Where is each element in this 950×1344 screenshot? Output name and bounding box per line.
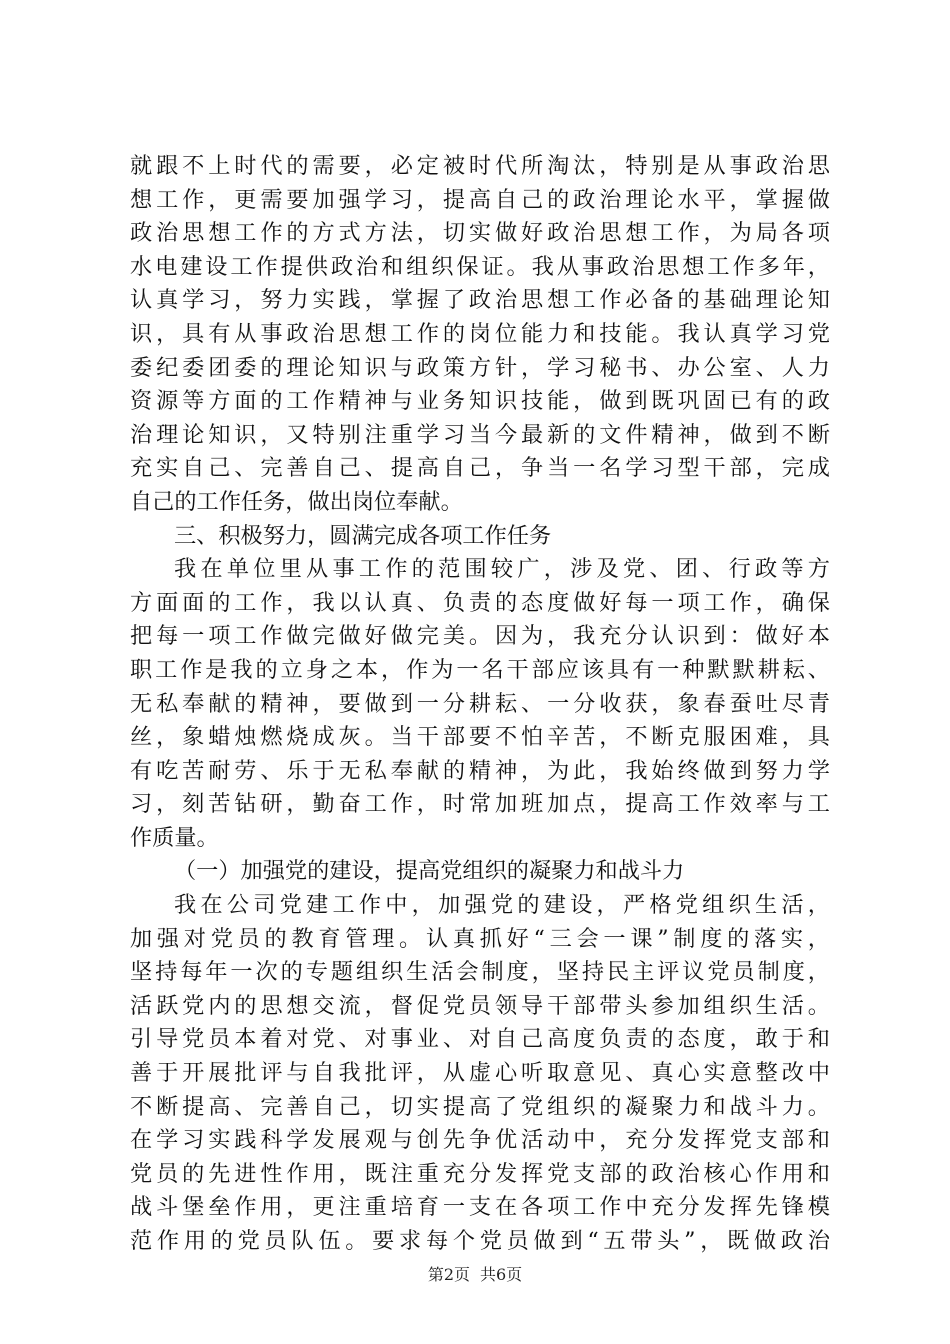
text-line: 作质量。 — [130, 824, 219, 851]
text-line: 有吃苦耐劳、乐于无私奉献的精神，为此，我始终做到努力学 — [130, 757, 830, 784]
text-line: 加强对党员的教育管理。认真抓好“三会一课”制度的落实， — [130, 925, 830, 952]
text-line: 自己的工作任务，做出岗位奉献。 — [130, 488, 463, 515]
text-line: 我在公司党建工作中，加强党的建设，严格党组织生活， — [174, 892, 830, 919]
text-line: 资源等方面的工作精神与业务知识技能，做到既巩固已有的政 — [130, 388, 830, 415]
text-line: 坚持每年一次的专题组织生活会制度，坚持民主评议党员制度， — [130, 959, 830, 986]
text-line: 范作用的党员队伍。要求每个党员做到“五带头”，既做政治 — [130, 1228, 830, 1254]
text-line: 识，具有从事政治思想工作的岗位能力和技能。我认真学习党 — [130, 320, 830, 347]
text-line: 在学习实践科学发展观与创先争优活动中，充分发挥党支部和 — [130, 1127, 830, 1154]
text-line: 方面面的工作，我以认真、负责的态度做好每一项工作，确保 — [130, 589, 830, 616]
text-line: 善于开展批评与自我批评，从虚心听取意见、真心实意整改中 — [130, 1060, 830, 1087]
text-line: 党员的先进性作用，既注重充分发挥党支部的政治核心作用和 — [130, 1160, 830, 1187]
text-line: 无私奉献的精神，要做到一分耕耘、一分收获，象春蚕吐尽青 — [130, 690, 830, 717]
text-line: 丝，象蜡烛燃烧成灰。当干部要不怕辛苦，不断克服困难，具 — [130, 724, 830, 751]
page-total: 共6页 — [480, 1265, 523, 1284]
text-line: 职工作是我的立身之本，作为一名干部应该具有一种默默耕耘、 — [130, 656, 830, 683]
text-line: 我在单位里从事工作的范围较广，涉及党、团、行政等方 — [174, 556, 830, 583]
page-footer — [0, 1265, 950, 1285]
text-line: 习，刻苦钻研，勤奋工作，时常加班加点，提高工作效率与工 — [130, 791, 830, 818]
text-line: 水电建设工作提供政治和组织保证。我从事政治思想工作多年， — [130, 253, 830, 280]
text-line: 充实自己、完善自己、提高自己，争当一名学习型干部，完成 — [130, 455, 830, 482]
text-line: 认真学习，努力实践，掌握了政治思想工作必备的基础理论知 — [130, 287, 830, 314]
text-line: 活跃党内的思想交流，督促党员领导干部带头参加组织生活。 — [130, 992, 830, 1019]
text-line: 政治思想工作的方式方法，切实做好政治思想工作，为局各项 — [130, 220, 830, 247]
text-line: 就跟不上时代的需要，必定被时代所淘汰，特别是从事政治思 — [130, 153, 830, 179]
text-line: 把每一项工作做完做好做完美。因为，我充分认识到：做好本 — [130, 623, 830, 650]
page-number: 第2页 — [427, 1265, 470, 1284]
text-line: 三、积极努力，圆满完成各项工作任务 — [174, 522, 552, 549]
text-line: 不断提高、完善自己，切实提高了党组织的凝聚力和战斗力。 — [130, 1093, 830, 1120]
text-line: 战斗堡垒作用，更注重培育一支在各项工作中充分发挥先锋模 — [130, 1194, 830, 1221]
text-line: 引导党员本着对党、对事业、对自己高度负责的态度，敢于和 — [130, 1026, 830, 1053]
text-line: 想工作，更需要加强学习，提高自己的政治理论水平，掌握做 — [130, 186, 830, 213]
text-line: 治理论知识，又特别注重学习当今最新的文件精神，做到不断 — [130, 421, 830, 448]
text-line: （一）加强党的建设，提高党组织的凝聚力和战斗力 — [174, 858, 685, 885]
text-line: 委纪委团委的理论知识与政策方针，学习秘书、办公室、人力 — [130, 354, 830, 381]
body-text — [130, 150, 830, 1259]
